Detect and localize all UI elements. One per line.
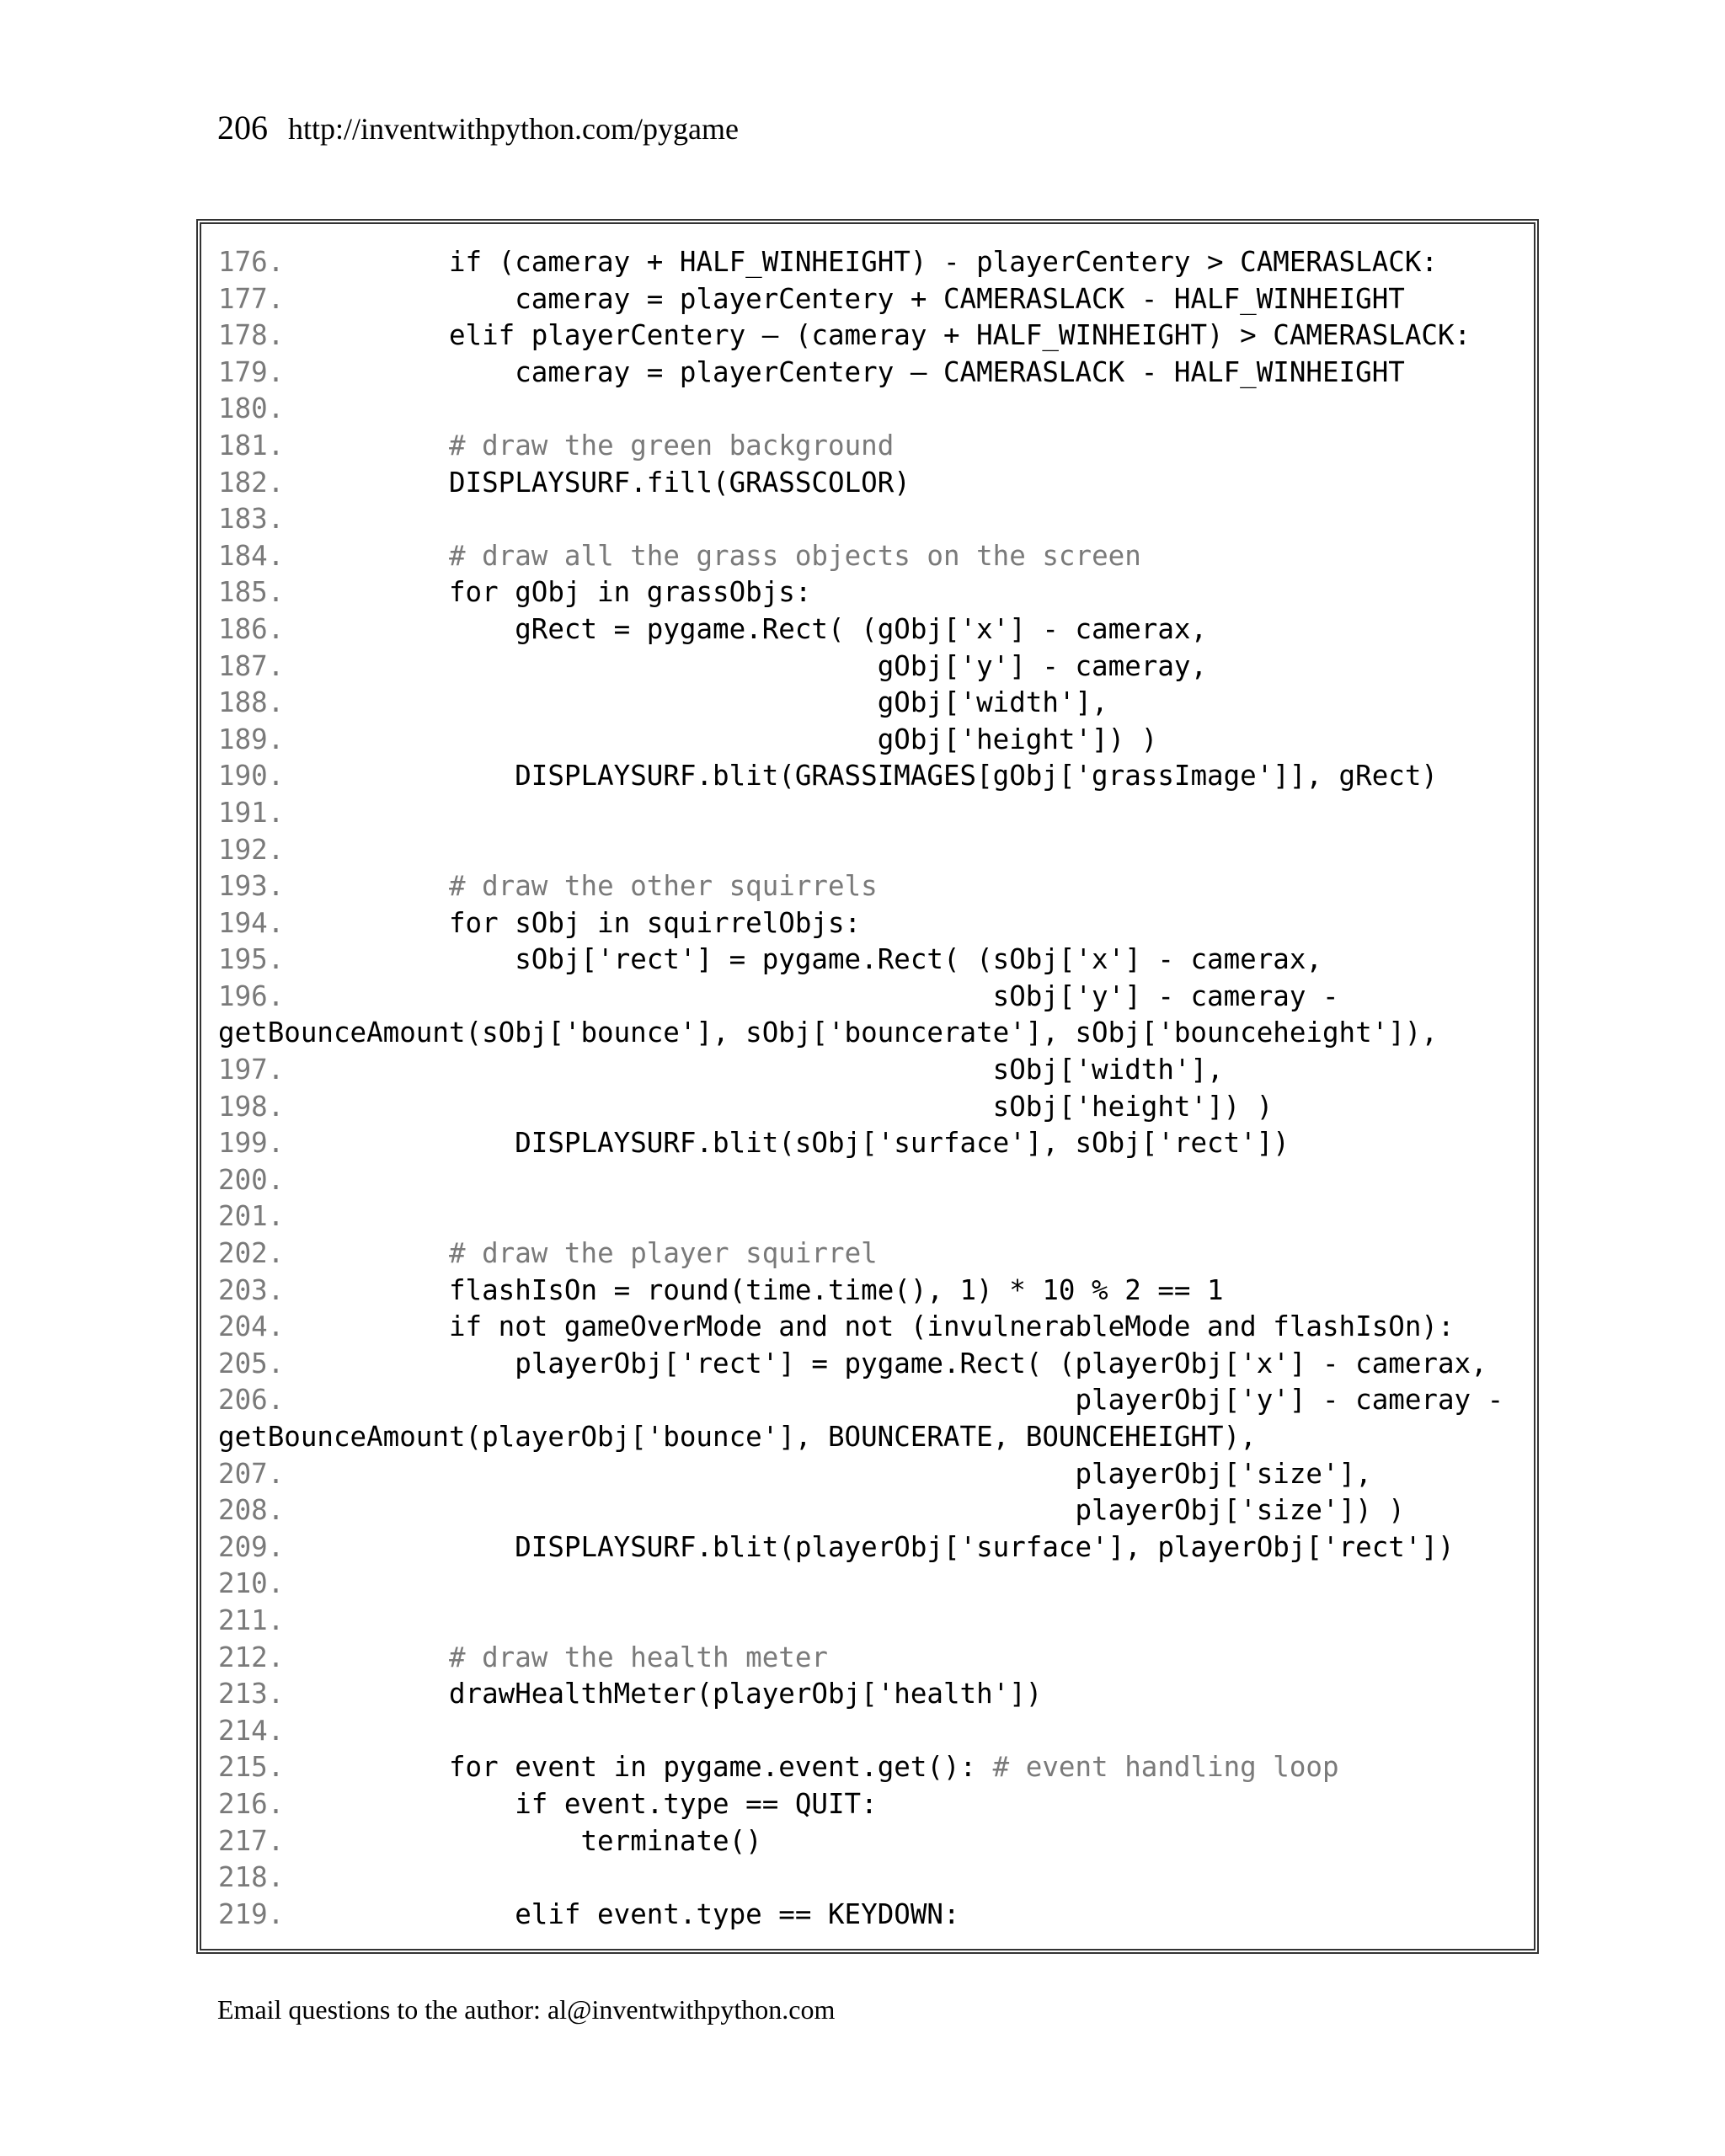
code-text: cameray = playerCentery + CAMERASLACK - HALF_WINHEIGHT bbox=[317, 282, 1405, 315]
code-text: sObj['y'] - cameray - bbox=[317, 979, 1339, 1012]
code-line bbox=[218, 942, 1503, 979]
line-number: 190. bbox=[218, 760, 285, 792]
line-number: 195. bbox=[218, 943, 285, 976]
code-line bbox=[218, 1676, 1503, 1713]
code-text: playerObj['rect'] = pygame.Rect( (playerObj['x'] - camerax, bbox=[317, 1347, 1487, 1380]
code-comment: # draw the other squirrels bbox=[448, 870, 878, 903]
line-number: 213. bbox=[218, 1678, 285, 1710]
code-line bbox=[218, 391, 1503, 428]
code-comment: # draw the health meter bbox=[448, 1641, 829, 1673]
code-line bbox=[218, 611, 1503, 648]
line-number: 188. bbox=[218, 686, 285, 719]
code-line bbox=[218, 795, 1503, 832]
code-comment: # draw the green background bbox=[448, 429, 895, 462]
code-text: DISPLAYSURF.blit(GRASSIMAGES[gObj['grassImage']], gRect) bbox=[317, 760, 1438, 792]
line-number: 192. bbox=[218, 833, 285, 866]
code-line bbox=[218, 648, 1503, 686]
line-number: 187. bbox=[218, 649, 285, 682]
code-line bbox=[218, 1897, 1503, 1934]
code-line bbox=[218, 1492, 1503, 1529]
code-line bbox=[218, 1382, 1503, 1419]
code-line bbox=[218, 574, 1503, 611]
code-text: playerObj['size']) ) bbox=[317, 1494, 1405, 1527]
code-line bbox=[218, 905, 1503, 942]
code-text bbox=[317, 430, 449, 462]
code-line bbox=[218, 1566, 1503, 1603]
code-line bbox=[218, 685, 1503, 722]
code-line bbox=[218, 1273, 1503, 1310]
code-comment: # draw all the grass objects on the screen bbox=[448, 539, 1141, 572]
code-line bbox=[218, 1749, 1503, 1786]
code-line bbox=[218, 1640, 1503, 1677]
line-number: 210. bbox=[218, 1567, 285, 1600]
code-line bbox=[218, 1786, 1503, 1823]
code-text: DISPLAYSURF.blit(playerObj['surface'], playerObj['rect']) bbox=[317, 1530, 1455, 1563]
line-number: 182. bbox=[218, 466, 285, 499]
code-line bbox=[218, 1235, 1503, 1273]
line-number: 215. bbox=[218, 1751, 285, 1784]
line-number: 185. bbox=[218, 576, 285, 609]
page-header bbox=[217, 108, 739, 149]
line-number: 206. bbox=[218, 1384, 285, 1417]
line-number: 205. bbox=[218, 1347, 285, 1380]
code-text: if (cameray + HALF_WINHEIGHT) - playerCentery > CAMERASLACK: bbox=[317, 246, 1438, 278]
code-line bbox=[218, 758, 1503, 795]
code-text: DISPLAYSURF.blit(sObj['surface'], sObj['rect']) bbox=[317, 1127, 1290, 1160]
line-number: 203. bbox=[218, 1273, 285, 1306]
code-line bbox=[218, 1346, 1503, 1383]
code-line bbox=[218, 1162, 1503, 1199]
line-number: 216. bbox=[218, 1787, 285, 1820]
line-number: 179. bbox=[218, 355, 285, 388]
line-number: 196. bbox=[218, 979, 285, 1012]
code-line bbox=[218, 1419, 1503, 1456]
line-number: 176. bbox=[218, 246, 285, 278]
code-line bbox=[218, 1015, 1503, 1052]
code-text: DISPLAYSURF.fill(GRASSCOLOR) bbox=[317, 466, 911, 499]
code-text bbox=[317, 1237, 449, 1269]
code-listing bbox=[218, 244, 1503, 1933]
code-listing-box bbox=[196, 219, 1539, 1954]
code-text: drawHealthMeter(playerObj['health']) bbox=[317, 1678, 1043, 1710]
line-number: 193. bbox=[218, 870, 285, 903]
code-line bbox=[218, 1603, 1503, 1640]
code-text: playerObj['y'] - cameray - bbox=[317, 1384, 1504, 1417]
line-number: 178. bbox=[218, 319, 285, 352]
code-text: if event.type == QUIT: bbox=[317, 1787, 878, 1820]
line-number: 202. bbox=[218, 1237, 285, 1270]
code-text: cameray = playerCentery – CAMERASLACK - HALF_WINHEIGHT bbox=[317, 355, 1405, 388]
code-line bbox=[218, 1529, 1503, 1566]
line-number: 218. bbox=[218, 1861, 285, 1894]
code-text bbox=[317, 870, 449, 902]
line-number: 183. bbox=[218, 503, 285, 536]
code-line bbox=[218, 722, 1503, 759]
code-text: sObj['rect'] = pygame.Rect( (sObj['x'] - camerax, bbox=[317, 943, 1322, 976]
line-number: 189. bbox=[218, 723, 285, 755]
code-line bbox=[218, 1198, 1503, 1235]
line-number: 177. bbox=[218, 282, 285, 315]
code-line bbox=[218, 428, 1503, 465]
code-text: elif event.type == KEYDOWN: bbox=[317, 1897, 960, 1930]
code-line bbox=[218, 832, 1503, 869]
code-text: for event in pygame.event.get(): bbox=[317, 1751, 993, 1784]
line-number: 219. bbox=[218, 1897, 285, 1930]
line-number: 186. bbox=[218, 612, 285, 645]
code-line bbox=[218, 355, 1503, 392]
line-number: 207. bbox=[218, 1457, 285, 1490]
code-text: sObj['width'], bbox=[317, 1054, 1224, 1086]
code-line bbox=[218, 979, 1503, 1016]
code-line bbox=[218, 868, 1503, 905]
code-text bbox=[317, 1641, 449, 1673]
code-line bbox=[218, 465, 1503, 502]
code-text: gObj['height']) ) bbox=[317, 723, 1158, 755]
line-number: 199. bbox=[218, 1127, 285, 1160]
code-line bbox=[218, 1860, 1503, 1897]
page-number: 206 bbox=[217, 109, 268, 147]
line-number: 212. bbox=[218, 1641, 285, 1673]
code-line bbox=[218, 1456, 1503, 1493]
code-text: terminate() bbox=[317, 1824, 762, 1857]
code-text: elif playerCentery – (cameray + HALF_WINHEIGHT) > CAMERASLACK: bbox=[317, 319, 1471, 352]
line-number: 200. bbox=[218, 1163, 285, 1196]
code-line bbox=[218, 1309, 1503, 1346]
line-number: 198. bbox=[218, 1090, 285, 1123]
header-url: http://inventwithpython.com/pygame bbox=[288, 112, 739, 146]
code-text: if not gameOverMode and not (invulnerableMode and flashIsOn): bbox=[317, 1310, 1455, 1343]
code-text bbox=[317, 540, 449, 572]
code-line bbox=[218, 1713, 1503, 1750]
page-footer: Email questions to the author: al@inventwithpython.com bbox=[217, 1994, 836, 2025]
code-comment: # draw the player squirrel bbox=[448, 1237, 878, 1270]
line-number: 211. bbox=[218, 1604, 285, 1636]
code-text: gObj['y'] - cameray, bbox=[317, 649, 1208, 682]
line-number: 201. bbox=[218, 1200, 285, 1233]
code-comment: # event handling loop bbox=[992, 1751, 1339, 1784]
code-text: getBounceAmount(playerObj['bounce'], BOUNCERATE, BOUNCEHEIGHT), bbox=[218, 1421, 1257, 1453]
code-line bbox=[218, 1823, 1503, 1860]
code-line bbox=[218, 1125, 1503, 1162]
line-number: 181. bbox=[218, 429, 285, 462]
code-text: for gObj in grassObjs: bbox=[317, 576, 812, 609]
line-number: 180. bbox=[218, 392, 285, 425]
code-line bbox=[218, 1052, 1503, 1089]
line-number: 204. bbox=[218, 1310, 285, 1343]
code-line bbox=[218, 1089, 1503, 1126]
code-text: getBounceAmount(sObj['bounce'], sObj['bouncerate'], sObj['bounceheight']), bbox=[218, 1017, 1438, 1049]
code-line bbox=[218, 244, 1503, 281]
code-text: gObj['width'], bbox=[317, 686, 1108, 719]
code-text: for sObj in squirrelObjs: bbox=[317, 906, 862, 939]
code-text: flashIsOn = round(time.time(), 1) * 10 % 2 == 1 bbox=[317, 1273, 1224, 1306]
line-number: 217. bbox=[218, 1824, 285, 1857]
code-line bbox=[218, 281, 1503, 318]
code-line bbox=[218, 538, 1503, 575]
line-number: 208. bbox=[218, 1494, 285, 1527]
code-text: sObj['height']) ) bbox=[317, 1090, 1274, 1123]
code-line bbox=[218, 501, 1503, 538]
line-number: 214. bbox=[218, 1714, 285, 1747]
line-number: 194. bbox=[218, 906, 285, 939]
code-text: gRect = pygame.Rect( (gObj['x'] - camerax, bbox=[317, 612, 1208, 645]
line-number: 209. bbox=[218, 1530, 285, 1563]
line-number: 191. bbox=[218, 796, 285, 829]
code-text: playerObj['size'], bbox=[317, 1457, 1372, 1490]
line-number: 197. bbox=[218, 1054, 285, 1086]
code-line bbox=[218, 318, 1503, 355]
line-number: 184. bbox=[218, 539, 285, 572]
